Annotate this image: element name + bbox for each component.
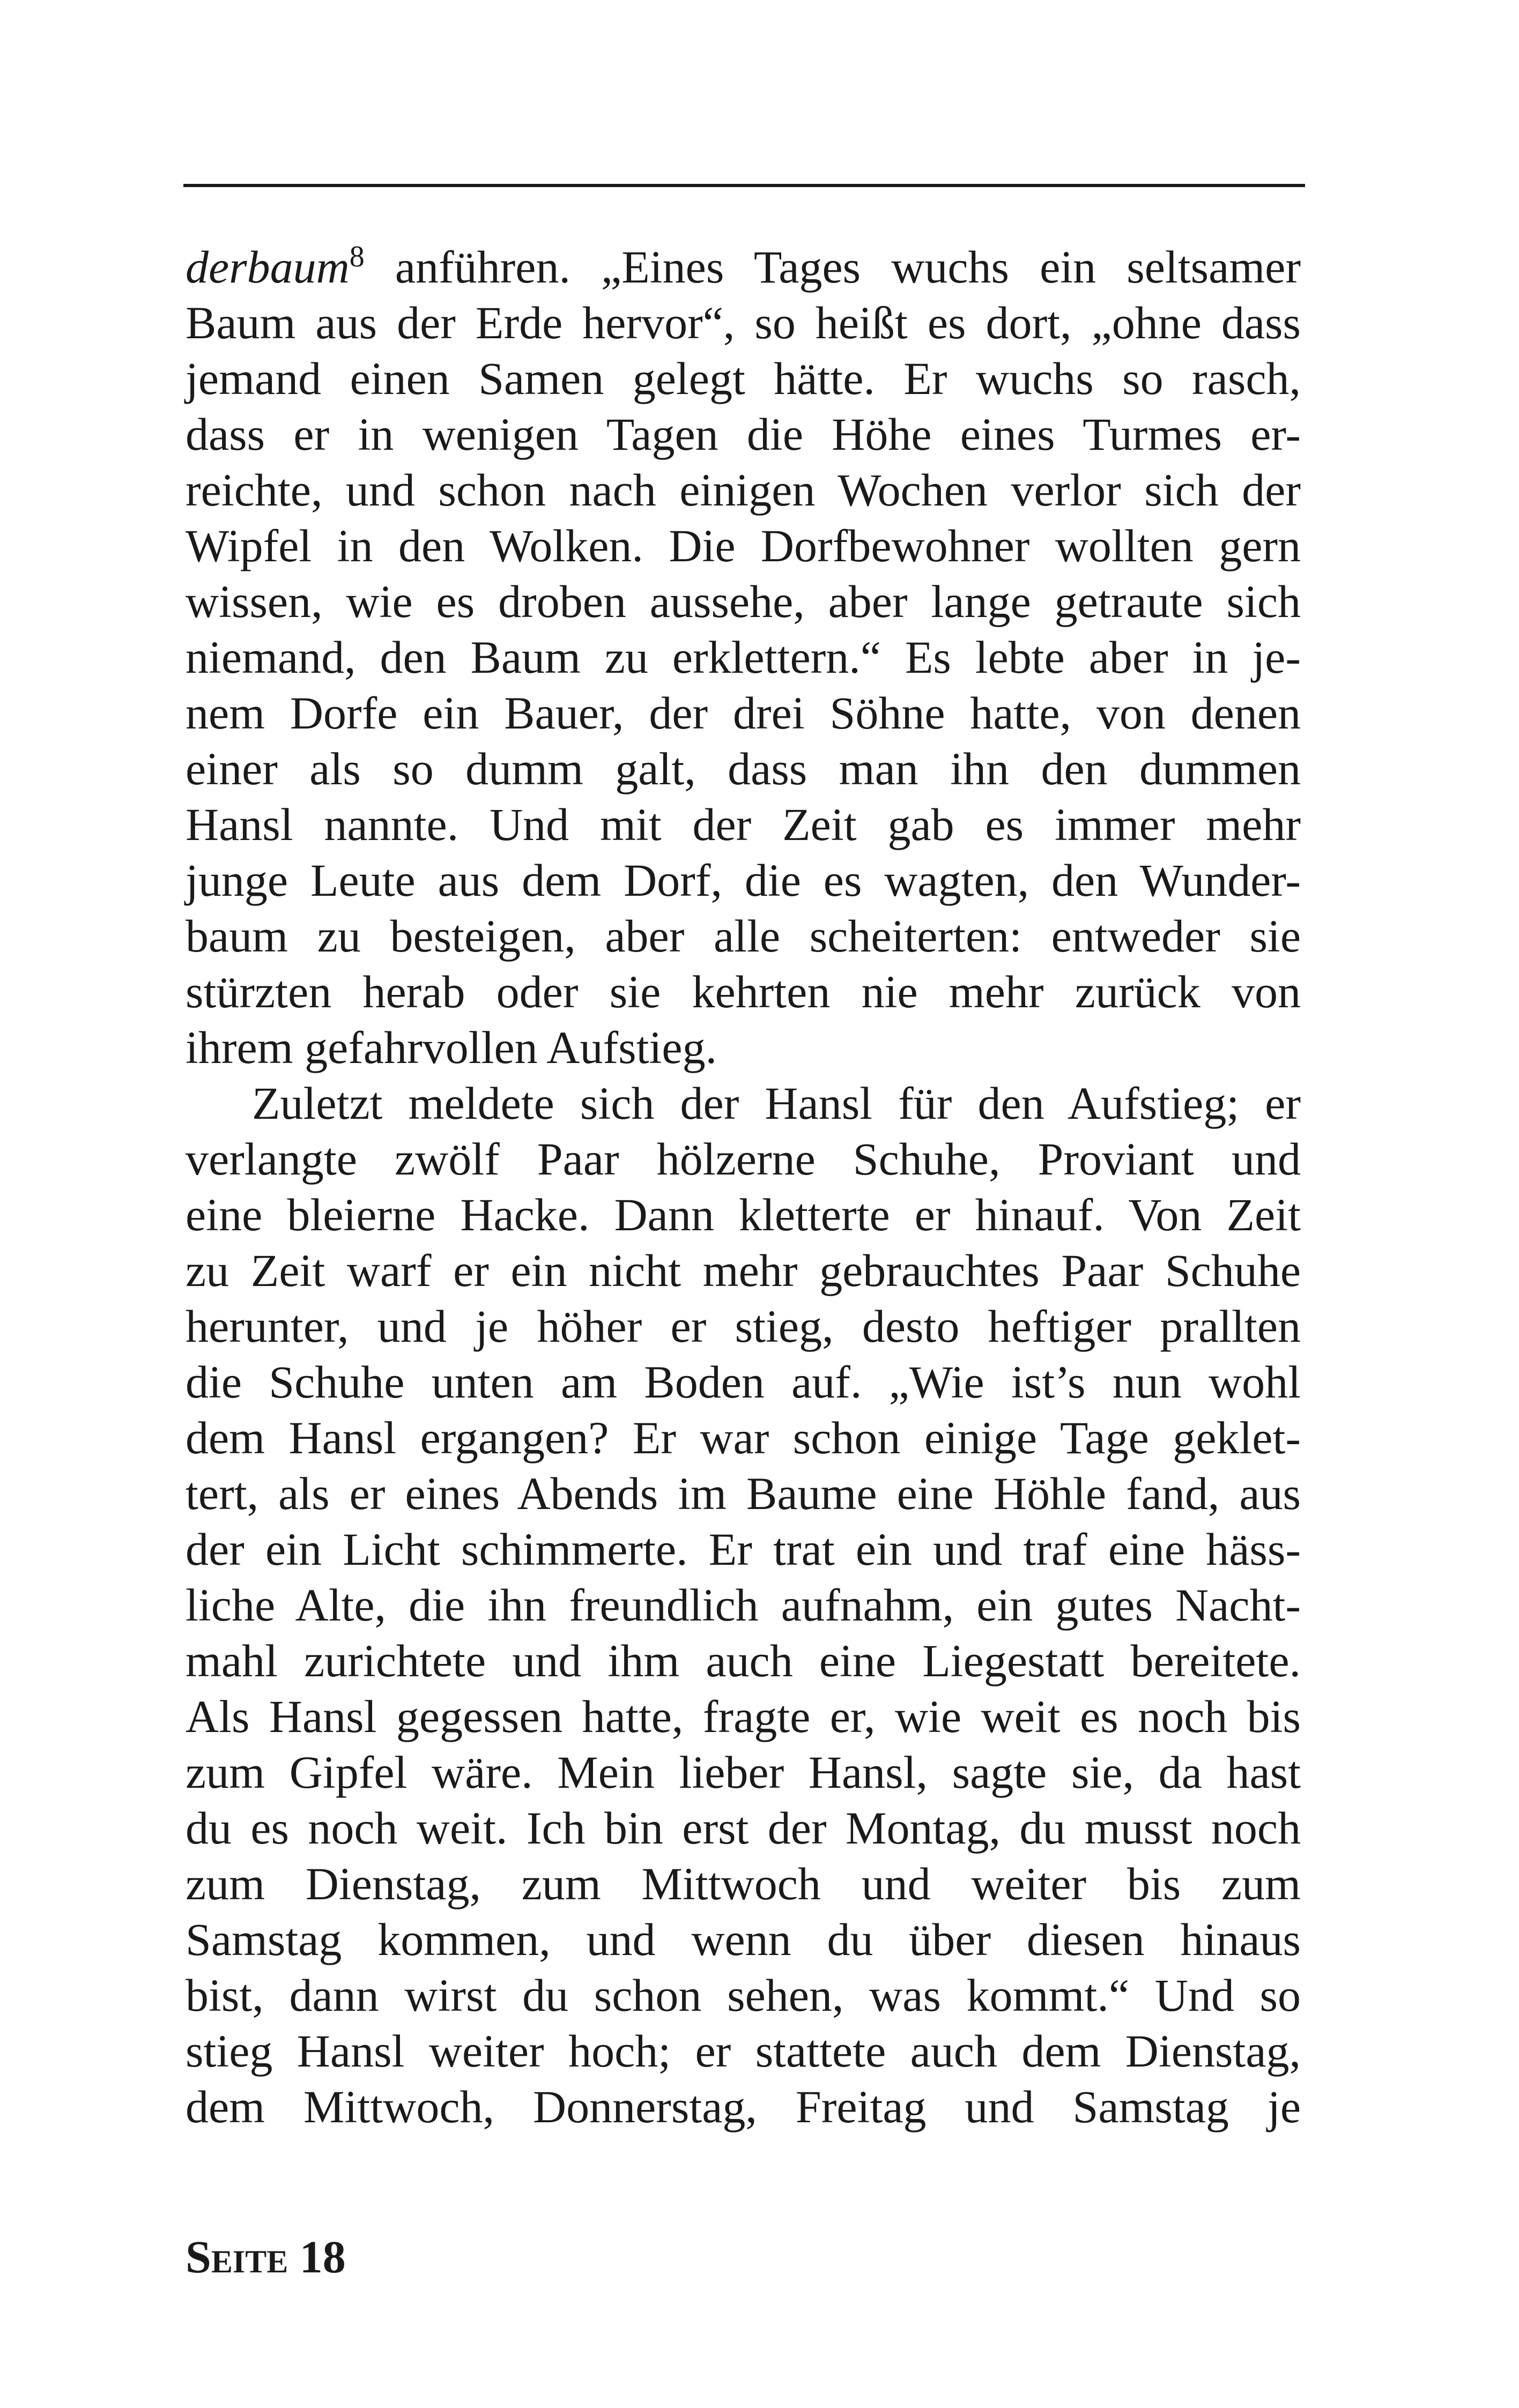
text-line: reichte, und schon nach einigen Wochen verlor sich der — [186, 464, 1301, 516]
text-line: zu Zeit warf er ein nicht mehr gebrauchtes Paar Schuhe — [186, 1245, 1301, 1296]
text-line: liche Alte, die ihn freundlich aufnahm, ein gutes Nacht- — [186, 1579, 1301, 1631]
text-line: stieg Hansl weiter hoch; er stattete auch dem Dienstag, — [186, 2025, 1301, 2077]
text-line: eine bleierne Hacke. Dann kletterte er hinauf. Von Zeit — [186, 1189, 1301, 1240]
footnote-marker: 8 — [349, 240, 365, 273]
text-line: Hansl nannte. Und mit der Zeit gab es immer mehr — [186, 799, 1301, 850]
text-line: junge Leute aus dem Dorf, die es wagten, den Wunder- — [186, 854, 1301, 906]
text-line: baum zu besteigen, aber alle scheiterten: entweder sie — [186, 910, 1301, 962]
text-line: wissen, wie es droben aussehe, aber lange getraute sich — [186, 576, 1301, 627]
header-rule — [183, 184, 1305, 187]
text-line: Baum aus der Erde hervor“, so heißt es dort, „ohne dass — [186, 297, 1301, 348]
text-line: zum Gipfel wäre. Mein lieber Hansl, sagte sie, da hast — [186, 1746, 1301, 1798]
body-text — [186, 239, 1301, 2135]
text-line: nem Dorfe ein Bauer, der drei Söhne hatte, von denen — [186, 687, 1301, 739]
page-label: Seite — [186, 2231, 288, 2283]
text-line: tert, als er eines Abends im Baume eine Höhle fand, aus — [186, 1468, 1301, 1519]
text-line: dass er in wenigen Tagen die Höhe eines Turmes er- — [186, 408, 1301, 460]
text-line: dem Hansl ergangen? Er war schon einige Tage geklet- — [186, 1412, 1301, 1463]
text-line: stürzten herab oder sie kehrten nie mehr zurück von — [186, 966, 1301, 1017]
text-line: die Schuhe unten am Boden auf. „Wie ist’s nun wohl — [186, 1356, 1301, 1408]
text-line: dem Mittwoch, Donnerstag, Freitag und Samstag je — [186, 2081, 1301, 2132]
text-line: zum Dienstag, zum Mittwoch und weiter bis zum — [186, 1858, 1301, 1909]
text-line: mahl zurichtete und ihm auch eine Liegestatt bereitete. — [186, 1635, 1301, 1686]
text-line: niemand, den Baum zu erklettern.“ Es lebte aber in je- — [186, 631, 1301, 683]
text-line: Wipfel in den Wolken. Die Dorfbewohner wollten gern — [186, 520, 1301, 571]
text-line: Samstag kommen, und wenn du über diesen hinaus — [186, 1914, 1301, 1965]
italic-word: derbaum — [186, 241, 350, 293]
text-line: einer als so dumm galt, dass man ihn den dummen — [186, 743, 1301, 794]
text-line: bist, dann wirst du schon sehen, was kommt.“ Und so — [186, 1969, 1301, 2021]
text-line: der ein Licht schimmerte. Er trat ein und traf eine häss- — [186, 1523, 1301, 1575]
text-line: Als Hansl gegessen hatte, fragte er, wie weit es noch bis — [186, 1691, 1301, 1742]
page-number: 18 — [299, 2231, 346, 2283]
text-line: Zuletzt meldete sich der Hansl für den Aufstieg; er — [252, 1077, 1301, 1129]
text-line: herunter, und je höher er stieg, desto heftiger prallten — [186, 1300, 1301, 1352]
page-footer — [186, 2230, 346, 2284]
text-line: jemand einen Samen gelegt hätte. Er wuchs so rasch, — [186, 353, 1301, 404]
text-line: ihrem gefahrvollen Aufstieg. — [186, 1022, 717, 1073]
text-line — [186, 239, 1301, 295]
line-text: anführen. „Eines Tages wuchs ein seltsamer — [364, 241, 1301, 293]
text-line: verlangte zwölf Paar hölzerne Schuhe, Proviant und — [186, 1133, 1301, 1185]
text-line: du es noch weit. Ich bin erst der Montag, du musst noch — [186, 1802, 1301, 1854]
